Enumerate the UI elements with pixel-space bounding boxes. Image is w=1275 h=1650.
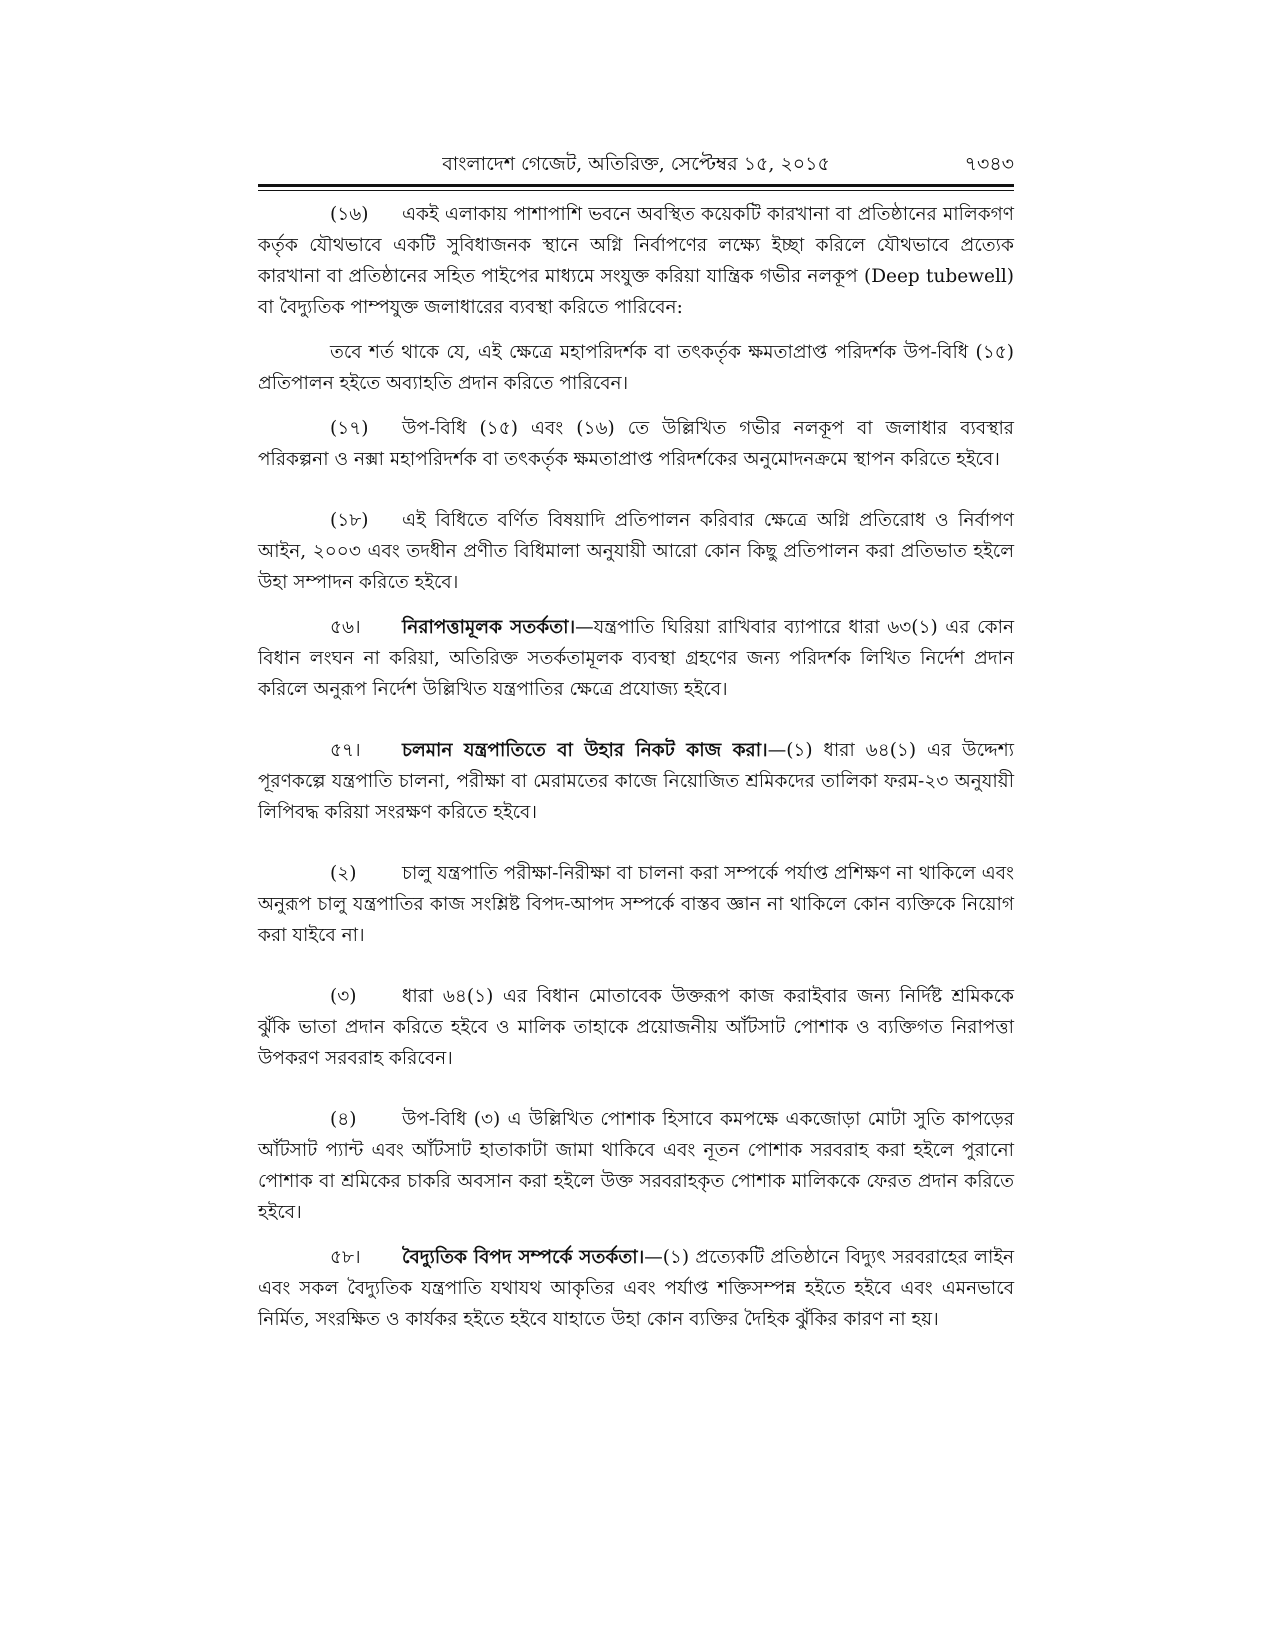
section-56 xyxy=(258,612,1014,705)
paragraph-proviso xyxy=(258,337,1014,399)
paragraph-text: —(১) প্রত্যেকটি প্রতিষ্ঠানে বিদ্যুৎ সরবরাহের লাইন এবং সকল বৈদ্যুতিক যন্ত্রপাতি যথাযথ আকৃতির এবং পর্যাপ্ত শক্তিসম্পন্ন হইতে হইবে এবং এমনভাবে নির্মিত, সংরক্ষিত ও কার্যকর হইতে হইবে যাহাতে উহা কোন ব্যক্তির দৈহিক ঝুঁকির কারণ না হয়। xyxy=(258,1247,1014,1330)
clause-number: (৪) xyxy=(330,1109,357,1130)
header-title: বাংলাদেশ গেজেট, অতিরিক্ত, সেপ্টেম্বর ১৫, ২০১৫ xyxy=(442,153,830,175)
page-header xyxy=(258,140,1014,180)
paragraph-text: উপ-বিধি (৩) এ উল্লিখিত পোশাক হিসাবে কমপক্ষে একজোড়া মোটা সুতি কাপড়ের আঁটসাট প্যান্ট এবং আঁটসাট হাতাকাটা জামা থাকিবে এবং নূতন পোশাক সরবরাহ করা হইলে পুরানো পোশাক বা শ্রমিকের চাকরি অবসান করা হইলে উক্ত সরবরাহকৃত পোশাক মালিককে ফেরত প্রদান করিতে হইবে। xyxy=(258,1109,1014,1223)
section-number: ৫৬। xyxy=(330,617,361,638)
paragraph-text: উপ-বিধি (১৫) এবং (১৬) তে উল্লিখিত গভীর নলকূপ বা জলাধার ব্যবস্থার পরিকল্পনা ও নক্সা মহাপরিদর্শক বা তৎকর্তৃক ক্ষমতাপ্রাপ্ত পরিদর্শকের অনুমোদনক্রমে স্থাপন করিতে হইবে। xyxy=(258,418,1014,470)
clause-number: (২) xyxy=(330,863,357,884)
section-heading: নিরাপত্তামূলক সতর্কতা। xyxy=(402,617,576,638)
paragraph-57-3 xyxy=(258,981,1014,1074)
section-heading: চলমান যন্ত্রপাতিতে বা উহার নিকট কাজ করা। xyxy=(402,740,768,761)
paragraph-text: এই বিধিতে বর্ণিত বিষয়াদি প্রতিপালন করিবার ক্ষেত্রে অগ্নি প্রতিরোধ ও নির্বাপণ আইন, ২০০৩ এবং তদধীন প্রণীত বিধিমালা অনুযায়ী আরো কোন কিছু প্রতিপালন করা প্রতিভাত হইলে উহা সম্পাদন করিতে হইবে। xyxy=(258,510,1014,593)
clause-number: (৩) xyxy=(330,986,357,1007)
document-body xyxy=(258,199,1014,1335)
clause-number: (১৬) xyxy=(330,204,369,225)
paragraph-57-4 xyxy=(258,1104,1014,1228)
paragraph-text: —(১) ধারা ৬৪(১) এর উদ্দেশ্য পূরণকল্পে যন্ত্রপাতি চালনা, পরীক্ষা বা মেরামতের কাজে নিয়োজিত শ্রমিকদের তালিকা ফরম-২৩ অনুযায়ী লিপিবদ্ধ করিয়া সংরক্ষণ করিতে হইবে। xyxy=(258,740,1015,823)
gazette-page xyxy=(258,140,1014,1335)
header-divider xyxy=(258,184,1014,191)
section-heading: বৈদ্যুতিক বিপদ সম্পর্কে সতর্কতা। xyxy=(402,1247,645,1268)
paragraph-17 xyxy=(258,413,1014,475)
page-number: ৭৩৪৩ xyxy=(964,153,1014,175)
paragraph-text: তবে শর্ত থাকে যে, এই ক্ষেত্রে মহাপরিদর্শক বা তৎকর্তৃক ক্ষমতাপ্রাপ্ত পরিদর্শক উপ-বিধি (১৫) প্রতিপালন হইতে অব্যাহতি প্রদান করিতে পারিবেন। xyxy=(258,342,1014,394)
paragraph-text: ধারা ৬৪(১) এর বিধান মোতাবেক উক্তরূপ কাজ করাইবার জন্য নির্দিষ্ট শ্রমিককে ঝুঁকি ভাতা প্রদান করিতে হইবে ও মালিক তাহাকে প্রয়োজনীয় আঁটসাট পোশাক ও ব্যক্তিগত নিরাপত্তা উপকরণ সরবরাহ করিবেন। xyxy=(258,986,1014,1069)
paragraph-18 xyxy=(258,505,1014,598)
section-number: ৫৮। xyxy=(330,1247,361,1268)
paragraph-16 xyxy=(258,199,1014,323)
section-number: ৫৭। xyxy=(330,740,361,761)
paragraph-text: চালু যন্ত্রপাতি পরীক্ষা-নিরীক্ষা বা চালনা করা সম্পর্কে পর্যাপ্ত প্রশিক্ষণ না থাকিলে এবং অনুরূপ চালু যন্ত্রপাতির কাজ সংশ্লিষ্ট বিপদ-আপদ সম্পর্কে বাস্তব জ্ঞান না থাকিলে কোন ব্যক্তিকে নিয়োগ করা যাইবে না। xyxy=(258,863,1014,946)
section-57 xyxy=(258,735,1014,828)
clause-number: (১৭) xyxy=(330,418,369,439)
clause-number: (১৮) xyxy=(330,510,369,531)
paragraph-57-2 xyxy=(258,858,1014,951)
paragraph-text: একই এলাকায় পাশাপাশি ভবনে অবস্থিত কয়েকটি কারখানা বা প্রতিষ্ঠানের মালিকগণ কর্তৃক যৌথভাবে একটি সুবিধাজনক স্থানে অগ্নি নির্বাপণের লক্ষ্যে ইচ্ছা করিলে যৌথভাবে প্রত্যেক কারখানা বা প্রতিষ্ঠানের সহিত পাইপের মাধ্যমে সংযুক্ত করিয়া যান্ত্রিক গভীর নলকূপ (Deep tubewell) বা বৈদ্যুতিক পাম্পযুক্ত জলাধারের ব্যবস্থা করিতে পারিবেন: xyxy=(258,204,1014,318)
section-58 xyxy=(258,1242,1014,1335)
paragraph-text: —যন্ত্রপাতি ঘিরিয়া রাখিবার ব্যাপারে ধারা ৬৩(১) এর কোন বিধান লংঘন না করিয়া, অতিরিক্ত সতর্কতামূলক ব্যবস্থা গ্রহণের জন্য পরিদর্শক লিখিত নির্দেশ প্রদান করিলে অনুরূপ নির্দেশ উল্লিখিত যন্ত্রপাতির ক্ষেত্রে প্রযোজ্য হইবে। xyxy=(258,617,1014,700)
